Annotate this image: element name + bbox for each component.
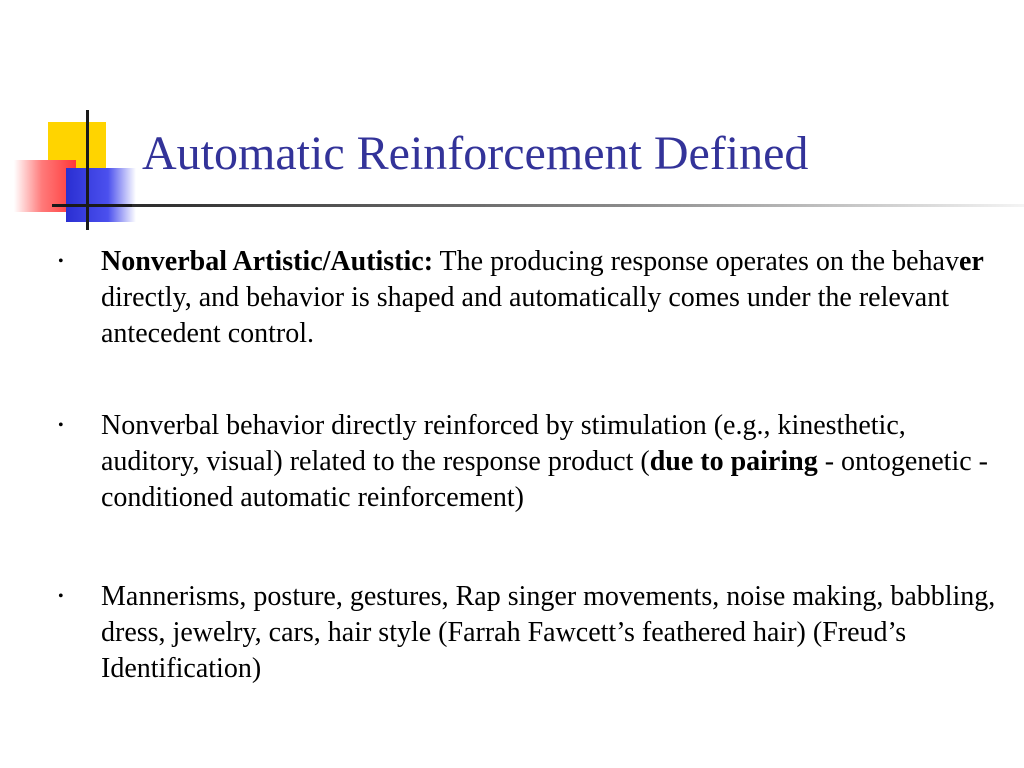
bullet-dot: • [58,417,64,434]
bullet-text: The producing response operates on the behav [433,246,959,277]
logo-blue-square [66,168,136,222]
title-underline [132,204,1024,207]
bullet-text: - ontogenetic - conditioned automatic reinforcement) [101,446,988,513]
slide-title: Automatic Reinforcement Defined [142,127,809,180]
logo-horizontal-line [52,204,132,207]
bullet-list [0,244,1024,687]
bullet-item [0,579,1011,687]
bullet-dot: • [58,253,64,270]
bullet-text: Nonverbal behavior directly reinforced by stimulation (e.g., kinesthetic, auditory, visual) related to the response product ( [101,410,906,477]
bullet-item [0,244,1011,352]
bullet-text: Mannerisms, posture, gestures, Rap singer movements, noise making, babbling, dress, jewelry, cars, hair style (Farrah Fawcett’s feathered hair) (Freud’s Identification) [101,581,996,684]
bullet-bold-lead: Nonverbal Artistic/Autistic: [101,246,434,277]
bullet-dot: • [58,588,64,605]
bullet-bold-text: er [958,246,984,277]
bullet-text: directly, and behavior is shaped and automatically comes under the relevant antecedent control. [101,282,949,349]
logo-vertical-line [86,110,89,230]
bullet-item [0,408,1011,516]
bullet-bold-text: due to pairing [649,446,818,477]
